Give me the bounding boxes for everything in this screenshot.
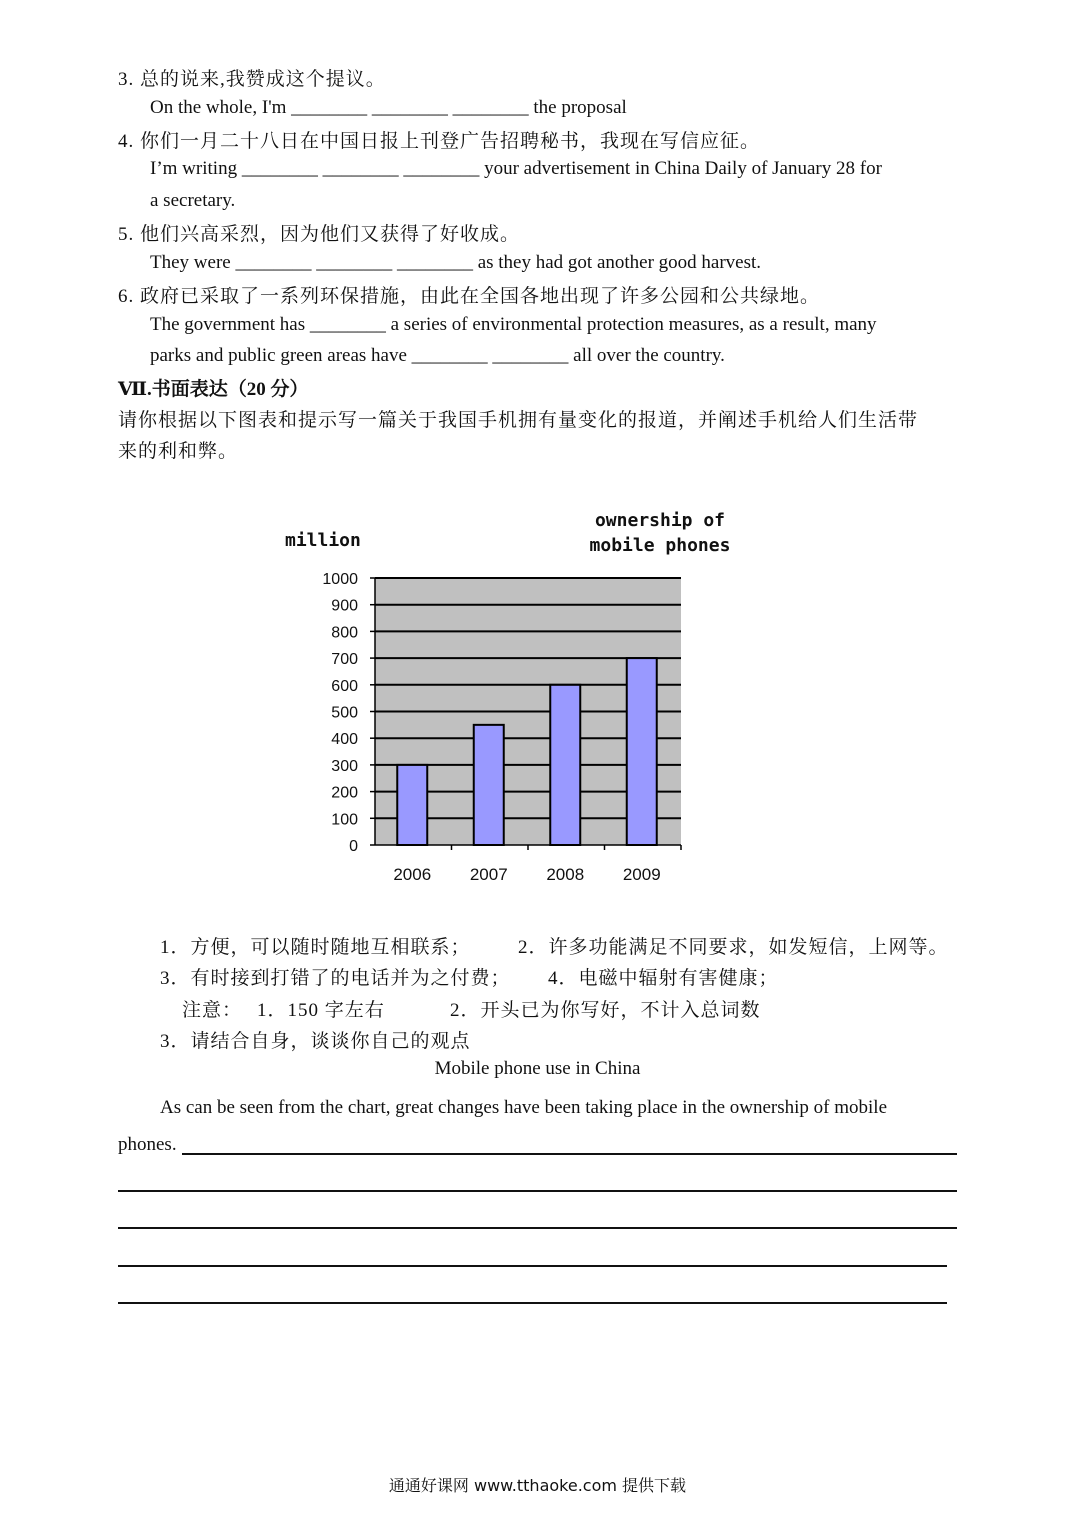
answer-line — [118, 1190, 957, 1192]
hint-3: 3．有时接到打错了的电话并为之付费； — [160, 968, 511, 989]
item-5-english: They were ________ ________ ________ as they had got another good harvest. — [150, 252, 762, 273]
item-6-chinese: 6. 政府已采取了一系列环保措施，由此在全国各地出现了许多公园和公共绿地。 — [118, 286, 821, 307]
chart-title-line2: mobile phones — [589, 535, 731, 556]
item-4-chinese: 4. 你们一月二十八日在中国日报上刊登广告招聘秘书，我现在写信应征。 — [118, 131, 761, 152]
answer-line — [182, 1153, 957, 1155]
x-tick-label: 2009 — [622, 865, 661, 884]
section-instruction-cont: 来的利和弊。 — [118, 441, 239, 462]
essay-opening-cont: phones. — [118, 1134, 177, 1155]
answer-line — [118, 1302, 947, 1304]
y-tick-label: 200 — [331, 784, 358, 802]
item-3-chinese: 3. 总的说来,我赞成这个提议。 — [118, 69, 386, 90]
item-6-english-cont: parks and public green areas have ________ ________ all over the country. — [150, 345, 725, 366]
bar — [474, 725, 504, 845]
y-tick-label: 900 — [331, 597, 358, 615]
note-1: 1．150 字左右 — [257, 1000, 385, 1021]
essay-opening: As can be seen from the chart, great changes have been taking place in the ownership of mobile — [160, 1097, 888, 1118]
x-tick-label: 2006 — [393, 865, 432, 884]
y-tick-label: 800 — [331, 624, 358, 642]
chart-title-line1: ownership of — [594, 510, 726, 531]
y-tick-label: 400 — [331, 731, 358, 749]
y-tick-label: 0 — [349, 838, 358, 855]
y-tick-label: 700 — [331, 651, 358, 669]
note-3: 3．请结合自身，谈谈你自己的观点 — [160, 1031, 471, 1052]
note-2: 2．开头已为你写好，不计入总词数 — [450, 1000, 761, 1021]
hint-2: 2．许多功能满足不同要求，如发短信，上网等。 — [518, 937, 949, 958]
y-tick-label: 500 — [331, 704, 358, 722]
answer-line — [118, 1265, 947, 1267]
bar — [550, 685, 580, 845]
hint-1: 1．方便，可以随时随地互相联系； — [160, 937, 471, 958]
y-tick-label: 1000 — [322, 571, 358, 588]
item-4-english: I’m writing ________ ________ ________ your advertisement in China Daily of January 28 for — [150, 158, 882, 179]
note-label: 注意： — [182, 1000, 243, 1021]
page-footer: 通通好课网 www.tthaoke.com 提供下载 — [388, 1476, 687, 1495]
hint-4: 4．电磁中辐射有害健康； — [548, 968, 779, 989]
x-tick-label: 2008 — [546, 865, 585, 884]
x-tick-label: 2007 — [469, 865, 508, 884]
chart-ylabel: million — [285, 530, 361, 551]
item-6-english: The government has ________ a series of environmental protection measures, as a result, many — [150, 314, 877, 335]
section-heading: Ⅶ.书面表达（20 分） — [118, 379, 309, 400]
item-4-english-cont: a secretary. — [150, 190, 236, 211]
y-tick-label: 300 — [331, 757, 358, 775]
item-3-english: On the whole, I'm ________ ________ ________ the proposal — [150, 97, 627, 118]
answer-line — [118, 1227, 957, 1229]
bar — [397, 765, 427, 845]
section-instruction: 请你根据以下图表和提示写一篇关于我国手机拥有量变化的报道，并阐述手机给人们生活带 — [118, 410, 919, 431]
bar — [627, 658, 657, 845]
y-tick-label: 100 — [331, 811, 358, 829]
y-tick-label: 600 — [331, 677, 358, 695]
item-5-chinese: 5. 他们兴高采烈，因为他们又获得了好收成。 — [118, 224, 521, 245]
essay-title: Mobile phone use in China — [434, 1058, 641, 1079]
